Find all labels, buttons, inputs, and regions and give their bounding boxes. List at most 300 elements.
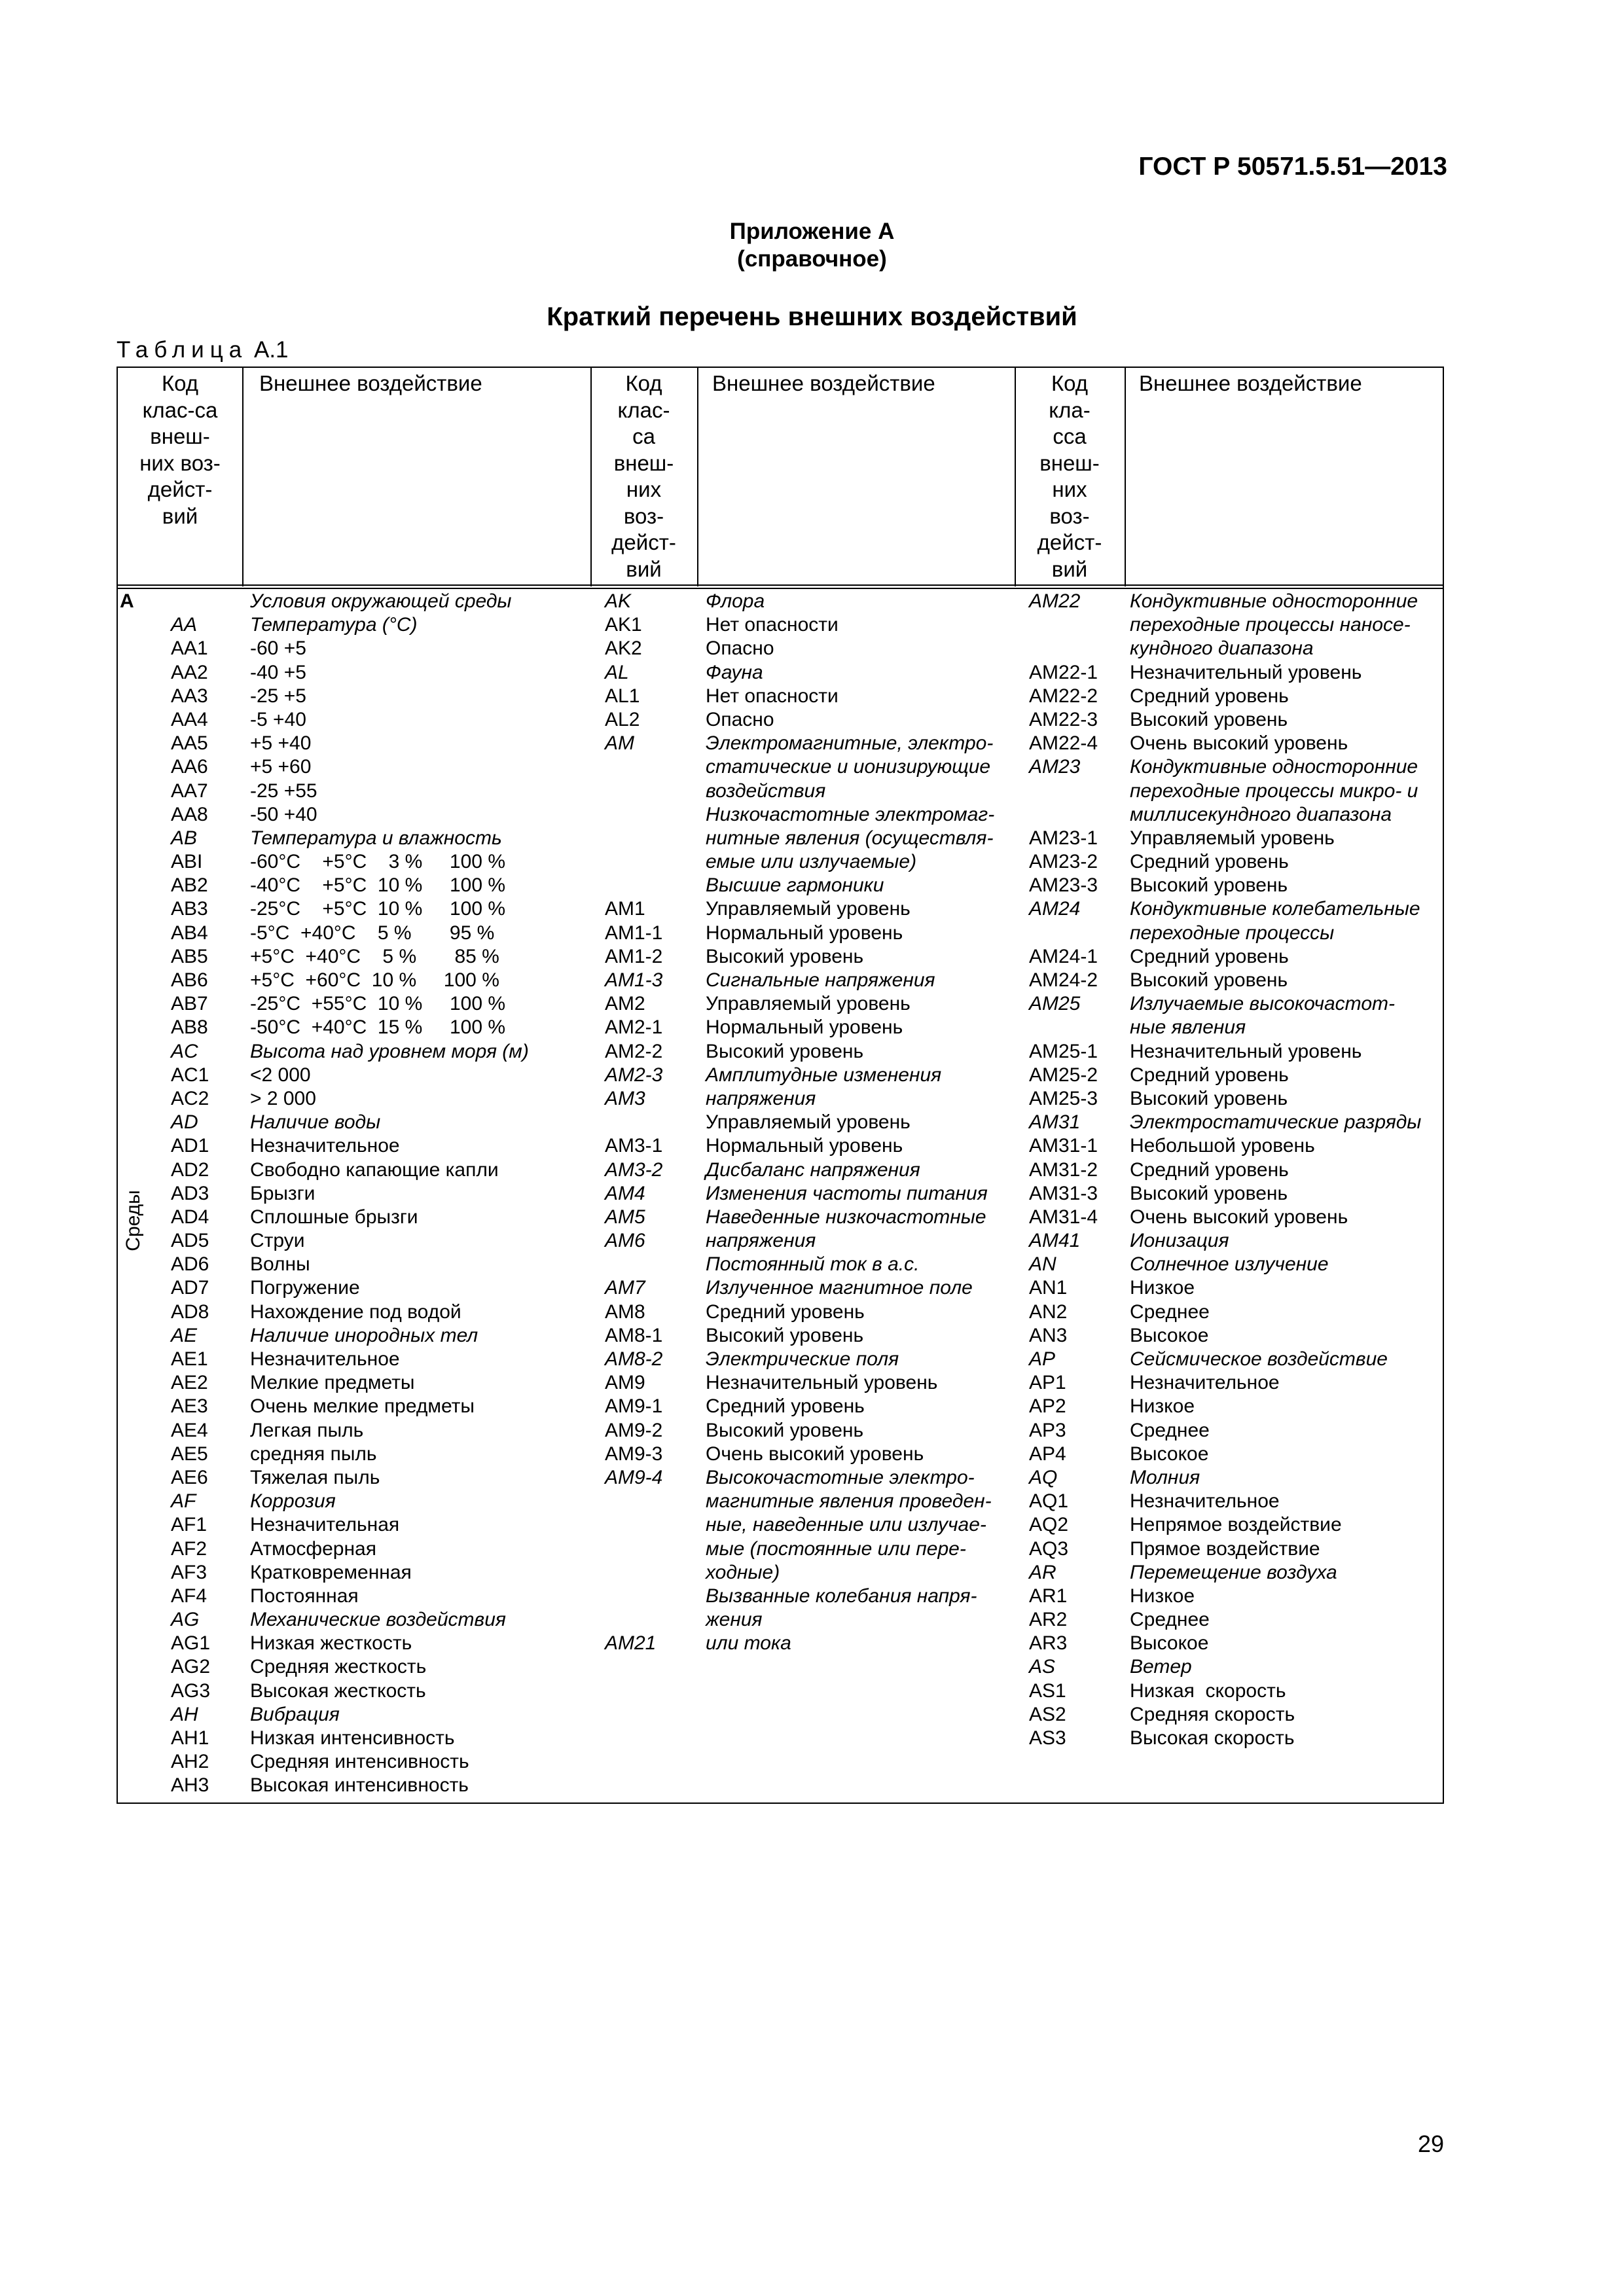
table-cell-effect: -25 +5 bbox=[250, 685, 306, 707]
table-cell-code: AM2-1 bbox=[605, 1016, 663, 1039]
table-cell-effect: Ионизация bbox=[1130, 1230, 1229, 1252]
table-cell-effect: > 2 000 bbox=[250, 1087, 316, 1109]
table-cell-effect: Постоянный ток в а.с. bbox=[706, 1253, 920, 1276]
table-cell-code: AA8 bbox=[171, 803, 208, 825]
table-cell-effect: Высокая скорость bbox=[1130, 1727, 1295, 1749]
header-effect-column-2: Внешнее воздействие bbox=[712, 371, 935, 395]
table-cell-code: AM31-1 bbox=[1029, 1135, 1098, 1157]
table-cell-code: AA1 bbox=[171, 637, 208, 660]
table-cell-effect: средняя пыль bbox=[250, 1443, 377, 1465]
table-cell-code: AM31-4 bbox=[1029, 1206, 1098, 1228]
table-caption-word: Таблица bbox=[117, 337, 248, 363]
table-cell-code: AF2 bbox=[171, 1537, 208, 1560]
table-cell-effect: воздействия bbox=[706, 780, 826, 802]
table-cell-effect: Низкая жесткость bbox=[250, 1632, 412, 1655]
table-cell-code: AA bbox=[171, 614, 198, 636]
table-cell-code: AC1 bbox=[171, 1064, 209, 1086]
table-cell-effect: Управляемый уровень bbox=[1130, 827, 1335, 849]
table-cell-effect: Низкая интенсивность bbox=[250, 1727, 455, 1749]
table-cell-code: AM9 bbox=[605, 1372, 645, 1394]
table-cell-code: A bbox=[120, 590, 134, 612]
table-cell-effect: Высокий уровень bbox=[1130, 1182, 1288, 1204]
table-cell-effect: -25°С +55°С 10 % 100 % bbox=[250, 993, 506, 1015]
table-cell-effect: Высокое bbox=[1130, 1443, 1209, 1465]
column-1-effects bbox=[250, 590, 529, 1798]
table-cell-code: AP bbox=[1029, 1348, 1056, 1370]
table-cell-code: AM1-2 bbox=[605, 945, 663, 967]
table-cell-effect: <2 000 bbox=[250, 1064, 311, 1086]
table-cell-effect: напряжения bbox=[706, 1087, 816, 1109]
table-cell-effect: Средний уровень bbox=[706, 1395, 865, 1418]
table-cell-effect: Сигнальные напряжения bbox=[706, 969, 935, 991]
table-cell-effect: Сейсмическое воздействие bbox=[1130, 1348, 1388, 1370]
table-cell-effect: Незначительный уровень bbox=[1130, 1040, 1362, 1062]
table-cell-effect: Высокая интенсивность bbox=[250, 1774, 469, 1797]
table-cell-effect: Дисбаланс напряжения bbox=[706, 1158, 920, 1181]
table-cell-code: AF bbox=[171, 1490, 196, 1513]
table-cell-code: AR2 bbox=[1029, 1609, 1068, 1631]
table-cell-effect: +5 +40 bbox=[250, 732, 312, 755]
table-cell-code: AE3 bbox=[171, 1395, 208, 1418]
table-cell-code: AN1 bbox=[1029, 1277, 1068, 1299]
header-code-column-1: Код клас-са внеш- них воз- дейст- вий bbox=[139, 371, 221, 528]
table-cell-effect: Незначительное bbox=[250, 1348, 400, 1370]
table-cell-code: AA3 bbox=[171, 685, 208, 707]
table-cell-code: AL2 bbox=[605, 708, 640, 730]
table-cell-code: AM23-3 bbox=[1029, 874, 1098, 897]
table-cell-code: AM24 bbox=[1029, 898, 1081, 920]
table-cell-code: AE1 bbox=[171, 1348, 208, 1370]
table-cell-effect: Высокое bbox=[1130, 1632, 1209, 1655]
table-cell-effect: +5°С +60°С 10 % 100 % bbox=[250, 969, 499, 991]
table-cell-code bbox=[605, 1513, 662, 1537]
header-effect-column-1: Внешнее воздействие bbox=[259, 371, 482, 395]
table-cell-code: AR3 bbox=[1029, 1632, 1068, 1655]
table-cell-code: AM2 bbox=[605, 993, 645, 1015]
table-cell-code: AN bbox=[1029, 1253, 1056, 1276]
table-cell-effect: -25°С +5°С 10 % 100 % bbox=[250, 898, 506, 920]
table-cell-effect: Низкочастотные электромаг- bbox=[706, 803, 995, 825]
table-cell-code: AP1 bbox=[1029, 1372, 1066, 1394]
table-cell-effect: Низкая скорость bbox=[1130, 1679, 1286, 1702]
table-cell-effect: емые или излучаемые) bbox=[706, 851, 917, 873]
column-divider bbox=[242, 367, 244, 586]
page-number: 29 bbox=[1417, 2130, 1444, 2157]
table-cell-code: AM22-2 bbox=[1029, 685, 1098, 707]
table-cell-effect: Незначительная bbox=[250, 1514, 400, 1536]
table-cell-effect: Механические воздействия bbox=[250, 1609, 506, 1631]
table-cell-code bbox=[605, 1111, 662, 1134]
table-cell-code bbox=[605, 755, 662, 779]
table-cell-effect: +5°С +40°С 5 % 85 % bbox=[250, 945, 499, 967]
table-cell-code: AM31-3 bbox=[1029, 1182, 1098, 1204]
table-cell-code: AM25 bbox=[1029, 993, 1081, 1015]
table-cell-code: AM24-2 bbox=[1029, 969, 1098, 991]
table-cell-effect: Струи bbox=[250, 1230, 305, 1252]
table-cell-code bbox=[1029, 637, 1098, 660]
table-cell-code bbox=[605, 874, 662, 897]
table-cell-effect: Высокий уровень bbox=[706, 945, 864, 967]
table-cell-effect: Температура и влажность bbox=[250, 827, 502, 849]
table-cell-effect: миллисекундного диапазона bbox=[1130, 803, 1392, 825]
table-cell-code: AM23 bbox=[1029, 756, 1081, 778]
table-cell-effect: Высокая жесткость bbox=[250, 1679, 426, 1702]
table-cell-code: AM bbox=[605, 732, 634, 755]
table-cell-code: AH1 bbox=[171, 1727, 209, 1749]
table-cell-code: AH bbox=[171, 1703, 198, 1725]
table-cell-code: AG3 bbox=[171, 1679, 211, 1702]
table-cell-code: AD2 bbox=[171, 1158, 209, 1181]
table-cell-effect: Незначительное bbox=[1130, 1372, 1280, 1394]
table-cell-effect: ные явления bbox=[1130, 1016, 1246, 1039]
table-cell-code: AM1-1 bbox=[605, 922, 663, 944]
table-cell-effect: Управляемый уровень bbox=[706, 993, 911, 1015]
table-cell-effect: -5 +40 bbox=[250, 708, 306, 730]
table-cell-code: AA7 bbox=[171, 780, 208, 802]
table-cell-effect: Электростатические разряды bbox=[1130, 1111, 1422, 1134]
table-cell-code bbox=[1029, 1016, 1098, 1039]
table-cell-effect: Очень высокий уровень bbox=[1130, 732, 1348, 755]
table-cell-code: AN3 bbox=[1029, 1324, 1068, 1346]
table-cell-effect: нитные явления (осуществля- bbox=[706, 827, 994, 849]
table-cell-code: AM2-3 bbox=[605, 1064, 663, 1086]
table-cell-code: AA4 bbox=[171, 708, 208, 730]
table-cell-effect: или тока bbox=[706, 1632, 791, 1655]
header-effect-column-3: Внешнее воздействие bbox=[1139, 371, 1362, 395]
table-cell-code: AM25-3 bbox=[1029, 1087, 1098, 1109]
table-cell-effect: Погружение bbox=[250, 1277, 360, 1299]
table-cell-code: AM23-1 bbox=[1029, 827, 1098, 849]
table-cell-code: AM7 bbox=[605, 1277, 645, 1299]
table-cell-effect: Очень высокий уровень bbox=[706, 1443, 924, 1465]
table-cell-effect: Коррозия bbox=[250, 1490, 336, 1513]
table-cell-code: AQ3 bbox=[1029, 1537, 1069, 1560]
table-cell-effect: Наличие инородных тел bbox=[250, 1324, 478, 1346]
table-cell-code: AM24-1 bbox=[1029, 945, 1098, 967]
table-cell-code: AP4 bbox=[1029, 1443, 1066, 1465]
table-cell-effect: Среднее bbox=[1130, 1419, 1210, 1441]
table-cell-effect: Вызванные колебания напря- bbox=[706, 1585, 977, 1607]
table-cell-code: AQ2 bbox=[1029, 1514, 1069, 1536]
table-cell-code: AM5 bbox=[605, 1206, 645, 1228]
table-cell-code: AE bbox=[171, 1324, 198, 1346]
table-cell-code: AK1 bbox=[605, 614, 642, 636]
table-cell-code: AM8-2 bbox=[605, 1348, 663, 1370]
table-cell-code: AC bbox=[171, 1040, 198, 1062]
table-cell-code: AB7 bbox=[171, 993, 208, 1015]
table-caption-number: А.1 bbox=[253, 337, 289, 363]
table-cell-code: AM2-2 bbox=[605, 1040, 663, 1062]
table-cell-effect: Вибрация bbox=[250, 1703, 340, 1725]
table-cell-effect: Управляемый уровень bbox=[706, 1111, 911, 1134]
header-code-column-2: Код клас- са внеш- них воз- дейст- вий bbox=[611, 371, 676, 581]
table-cell-code: AD7 bbox=[171, 1277, 209, 1299]
table-cell-code: AA5 bbox=[171, 732, 208, 755]
table-cell-effect: +5 +60 bbox=[250, 756, 312, 778]
table-cell-effect: Излучаемые высокочастот- bbox=[1130, 993, 1395, 1015]
table-cell-effect: Перемещение воздуха bbox=[1130, 1561, 1337, 1583]
table-cell-code: AP2 bbox=[1029, 1395, 1066, 1418]
table-cell-effect: Высшие гармоники bbox=[706, 874, 884, 897]
table-cell-code: AA6 bbox=[171, 756, 208, 778]
table-cell-code bbox=[1029, 613, 1098, 637]
table-cell-code: AH3 bbox=[171, 1774, 209, 1797]
table-cell-effect: Управляемый уровень bbox=[706, 898, 911, 920]
table-cell-code bbox=[1029, 803, 1098, 827]
table-cell-effect: Нет опасности bbox=[706, 685, 839, 707]
table-cell-code: AD5 bbox=[171, 1230, 209, 1252]
table-cell-effect: Кондуктивные колебательные bbox=[1130, 898, 1420, 920]
table-cell-effect: Среднее bbox=[1130, 1609, 1210, 1631]
table-cell-effect: -40°С +5°С 10 % 100 % bbox=[250, 874, 506, 897]
table-cell-code: AM22-4 bbox=[1029, 732, 1098, 755]
side-label-environment: Среды bbox=[122, 1190, 144, 1251]
table-cell-effect: Ветер bbox=[1130, 1656, 1192, 1678]
table-cell-code bbox=[605, 1253, 662, 1276]
table-cell-effect: Электрические поля bbox=[706, 1348, 899, 1370]
document-title: Краткий перечень внешних воздействий bbox=[547, 302, 1077, 331]
table-cell-effect: Средняя жесткость bbox=[250, 1656, 427, 1678]
table-cell-effect: ные, наведенные или излучае- bbox=[706, 1514, 986, 1536]
table-cell-effect: Высокий уровень bbox=[1130, 874, 1288, 897]
table-cell-effect: Низкое bbox=[1130, 1277, 1195, 1299]
table-cell-effect: Температура (°С) bbox=[250, 614, 418, 636]
table-cell-effect: магнитные явления проведен- bbox=[706, 1490, 992, 1513]
column-divider bbox=[697, 367, 698, 586]
table-cell-code: AB4 bbox=[171, 922, 208, 944]
appendix-note: (справочное) bbox=[737, 246, 887, 272]
table-cell-code: AE4 bbox=[171, 1419, 208, 1441]
table-cell-effect: статические и ионизирующие bbox=[706, 756, 991, 778]
table-cell-effect: Низкое bbox=[1130, 1395, 1195, 1418]
table-cell-code: AM3 bbox=[605, 1087, 645, 1109]
table-cell-code bbox=[605, 1490, 662, 1513]
table-cell-code: AD1 bbox=[171, 1135, 209, 1157]
table-cell-effect: Высота над уровнем моря (м) bbox=[250, 1040, 529, 1062]
table-cell-code: AM4 bbox=[605, 1182, 645, 1204]
table-cell-effect: Высокое bbox=[1130, 1324, 1209, 1346]
table-cell-code: AE6 bbox=[171, 1466, 208, 1488]
table-cell-code: AM9-2 bbox=[605, 1419, 663, 1441]
table-cell-code: AM22-3 bbox=[1029, 708, 1098, 730]
table-cell-effect: Низкое bbox=[1130, 1585, 1195, 1607]
table-cell-effect: Средний уровень bbox=[1130, 1158, 1289, 1181]
table-cell-effect: Атмосферная bbox=[250, 1537, 376, 1560]
header-divider-double bbox=[117, 588, 1444, 589]
table-cell-effect: -40 +5 bbox=[250, 661, 306, 683]
table-cell-code: AN2 bbox=[1029, 1300, 1068, 1323]
table-cell-effect: -5°С +40°С 5 % 95 % bbox=[250, 922, 495, 944]
table-cell-code: AQ bbox=[1029, 1466, 1058, 1488]
column-2-codes bbox=[605, 590, 662, 1655]
table-cell-code: AK bbox=[605, 590, 632, 612]
table-cell-effect: Средняя интенсивность bbox=[250, 1751, 469, 1773]
table-cell-code: AM8 bbox=[605, 1300, 645, 1323]
table-cell-effect: напряжения bbox=[706, 1230, 816, 1252]
table-cell-effect: Наличие воды bbox=[250, 1111, 381, 1134]
table-cell-code: AB8 bbox=[171, 1016, 208, 1039]
table-cell-code: AR bbox=[1029, 1561, 1056, 1583]
table-cell-effect: -50 +40 bbox=[250, 803, 317, 825]
table-cell-effect: Кондуктивные односторонние bbox=[1130, 756, 1418, 778]
table-cell-effect: Среднее bbox=[1130, 1300, 1210, 1323]
table-cell-code: AQ1 bbox=[1029, 1490, 1069, 1513]
table-cell-code: AM21 bbox=[605, 1632, 657, 1655]
table-cell-code: AD8 bbox=[171, 1300, 209, 1323]
column-2-effects bbox=[706, 590, 994, 1655]
table-cell-effect: -60 +5 bbox=[250, 637, 306, 660]
table-cell-effect: Нормальный уровень bbox=[706, 1135, 903, 1157]
table-cell-effect: Высокий уровень bbox=[1130, 708, 1288, 730]
table-cell-code: AF4 bbox=[171, 1585, 208, 1607]
table-cell-code bbox=[1029, 922, 1098, 945]
table-cell-code bbox=[605, 803, 662, 827]
table-cell-effect: Прямое воздействие bbox=[1130, 1537, 1320, 1560]
header-code-column-3: Код кла- сса внеш- них воз- дейст- вий bbox=[1037, 371, 1102, 581]
table-cell-effect: Волны bbox=[250, 1253, 310, 1276]
table-cell-code: AM23-2 bbox=[1029, 851, 1098, 873]
table-cell-code: AM31 bbox=[1029, 1111, 1081, 1134]
table-cell-effect: Брызги bbox=[250, 1182, 316, 1204]
header-divider bbox=[117, 584, 1444, 586]
table-cell-code: AB bbox=[171, 827, 198, 849]
table-cell-effect: Нет опасности bbox=[706, 614, 839, 636]
table-cell-code: AG2 bbox=[171, 1656, 211, 1678]
table-cell-effect: Тяжелая пыль bbox=[250, 1466, 380, 1488]
table-cell-code: AA2 bbox=[171, 661, 208, 683]
table-cell-effect: кундного диапазона bbox=[1130, 637, 1314, 660]
table-cell-effect: Средний уровень bbox=[1130, 945, 1289, 967]
table-cell-code: AM9-4 bbox=[605, 1466, 663, 1488]
table-cell-code: AG bbox=[171, 1609, 200, 1631]
table-cell-code: AM9-3 bbox=[605, 1443, 663, 1465]
table-cell-effect: Опасно bbox=[706, 637, 774, 660]
table-cell-effect: Условия окружающей среды bbox=[250, 590, 512, 612]
table-cell-effect: Очень мелкие предметы bbox=[250, 1395, 475, 1418]
table-cell-effect: Незначительный уровень bbox=[1130, 661, 1362, 683]
table-cell-effect: Флора bbox=[706, 590, 765, 612]
table-cell-code: AM6 bbox=[605, 1230, 645, 1252]
table-cell-code bbox=[605, 1608, 662, 1632]
table-cell-effect: -60°С +5°С 3 % 100 % bbox=[250, 851, 505, 873]
column-divider bbox=[1125, 367, 1126, 586]
table-cell-code: AE2 bbox=[171, 1372, 208, 1394]
table-cell-effect: Кондуктивные односторонние bbox=[1130, 590, 1418, 612]
table-cell-effect: Небольшой уровень bbox=[1130, 1135, 1315, 1157]
column-3-codes bbox=[1029, 590, 1098, 1750]
table-cell-effect: Изменения частоты питания bbox=[706, 1182, 988, 1204]
appendix-label: Приложение А bbox=[729, 219, 895, 244]
table-cell-effect: Кратковременная bbox=[250, 1561, 412, 1583]
table-cell-code: ABI bbox=[171, 851, 203, 873]
table-cell-code bbox=[605, 850, 662, 874]
table-cell-code: AP3 bbox=[1029, 1419, 1066, 1441]
table-cell-effect: ходные) bbox=[706, 1561, 780, 1583]
table-cell-code: AM1 bbox=[605, 898, 645, 920]
table-cell-effect: переходные процессы микро- и bbox=[1130, 780, 1418, 802]
table-cell-effect: Нахождение под водой bbox=[250, 1300, 461, 1323]
table-cell-code: AE5 bbox=[171, 1443, 208, 1465]
table-cell-effect: Мелкие предметы bbox=[250, 1372, 415, 1394]
column-3-effects bbox=[1130, 590, 1421, 1750]
table-cell-code: AM22-1 bbox=[1029, 661, 1098, 683]
table-cell-effect: Свободно капающие капли bbox=[250, 1158, 499, 1181]
table-cell-code bbox=[605, 1561, 662, 1585]
table-cell-code: AF1 bbox=[171, 1514, 208, 1536]
table-cell-code: AB6 bbox=[171, 969, 208, 991]
table-cell-code bbox=[605, 780, 662, 803]
table-cell-code bbox=[605, 1537, 662, 1561]
table-cell-code: AK2 bbox=[605, 637, 642, 660]
table-cell-code: AR1 bbox=[1029, 1585, 1068, 1607]
appendix-heading bbox=[0, 218, 1624, 273]
table-cell-code: AD3 bbox=[171, 1182, 209, 1204]
table-cell-effect: Непрямое воздействие bbox=[1130, 1514, 1342, 1536]
table-cell-effect: Высокочастотные электро- bbox=[706, 1466, 975, 1488]
table-cell-effect: Высокий уровень bbox=[706, 1324, 864, 1346]
table-cell-effect: Высокий уровень bbox=[706, 1040, 864, 1062]
table-cell-effect: Наведенные низкочастотные bbox=[706, 1206, 986, 1228]
table-cell-code: AD4 bbox=[171, 1206, 209, 1228]
table-cell-code: AM31-2 bbox=[1029, 1158, 1098, 1181]
table-cell-code: AC2 bbox=[171, 1087, 209, 1109]
table-cell-code: AM1-3 bbox=[605, 969, 663, 991]
table-cell-effect: переходные процессы наносе- bbox=[1130, 614, 1411, 636]
table-cell-effect: Солнечное излучение bbox=[1130, 1253, 1329, 1276]
table-cell-effect: Очень высокий уровень bbox=[1130, 1206, 1348, 1228]
table-cell-effect: -25 +55 bbox=[250, 780, 317, 802]
table-cell-code bbox=[1029, 780, 1098, 803]
table-cell-code bbox=[605, 827, 662, 850]
table-cell-effect: Незначительное bbox=[1130, 1490, 1280, 1513]
table-cell-code: AM8-1 bbox=[605, 1324, 663, 1346]
table-cell-code: AM22 bbox=[1029, 590, 1081, 612]
table-cell-effect: Незначительный уровень bbox=[706, 1372, 938, 1394]
table-caption bbox=[117, 337, 289, 363]
table-cell-code: AM41 bbox=[1029, 1230, 1081, 1252]
table-cell-code: AM25-1 bbox=[1029, 1040, 1098, 1062]
table-cell-code: AM3-1 bbox=[605, 1135, 663, 1157]
table-cell-effect: Средний уровень bbox=[1130, 1064, 1289, 1086]
table-cell-effect: Сплошные брызги bbox=[250, 1206, 418, 1228]
table-cell-effect: Излученное магнитное поле bbox=[706, 1277, 973, 1299]
table-cell-effect: Средний уровень bbox=[706, 1300, 865, 1323]
table-cell-code: AS bbox=[1029, 1656, 1056, 1678]
table-cell-code: AH2 bbox=[171, 1751, 209, 1773]
table-cell-code: AM3-2 bbox=[605, 1158, 663, 1181]
table-cell-effect: мые (постоянные или пере- bbox=[706, 1537, 966, 1560]
table-cell-effect: Нормальный уровень bbox=[706, 1016, 903, 1039]
table-cell-code: AM25-2 bbox=[1029, 1064, 1098, 1086]
table-cell-code: AS2 bbox=[1029, 1703, 1066, 1725]
table-cell-effect: Высокий уровень bbox=[1130, 969, 1288, 991]
table-cell-code: AL1 bbox=[605, 685, 640, 707]
table-cell-code: AD bbox=[171, 1111, 198, 1134]
table-cell-effect: Незначительное bbox=[250, 1135, 400, 1157]
table-cell-code: AB3 bbox=[171, 898, 208, 920]
table-cell-effect: Средняя скорость bbox=[1130, 1703, 1295, 1725]
table-cell-code: AS1 bbox=[1029, 1679, 1066, 1702]
table-cell-effect: Нормальный уровень bbox=[706, 922, 903, 944]
table-cell-effect: Молния bbox=[1130, 1466, 1200, 1488]
table-cell-code: AL bbox=[605, 661, 629, 683]
table-cell-code: AM9-1 bbox=[605, 1395, 663, 1418]
table-cell-effect: Высокий уровень bbox=[1130, 1087, 1288, 1109]
table-cell-code bbox=[605, 1585, 662, 1608]
table-cell-code: AD6 bbox=[171, 1253, 209, 1276]
table-cell-code: AF3 bbox=[171, 1561, 208, 1583]
table-cell-effect: Опасно bbox=[706, 708, 774, 730]
